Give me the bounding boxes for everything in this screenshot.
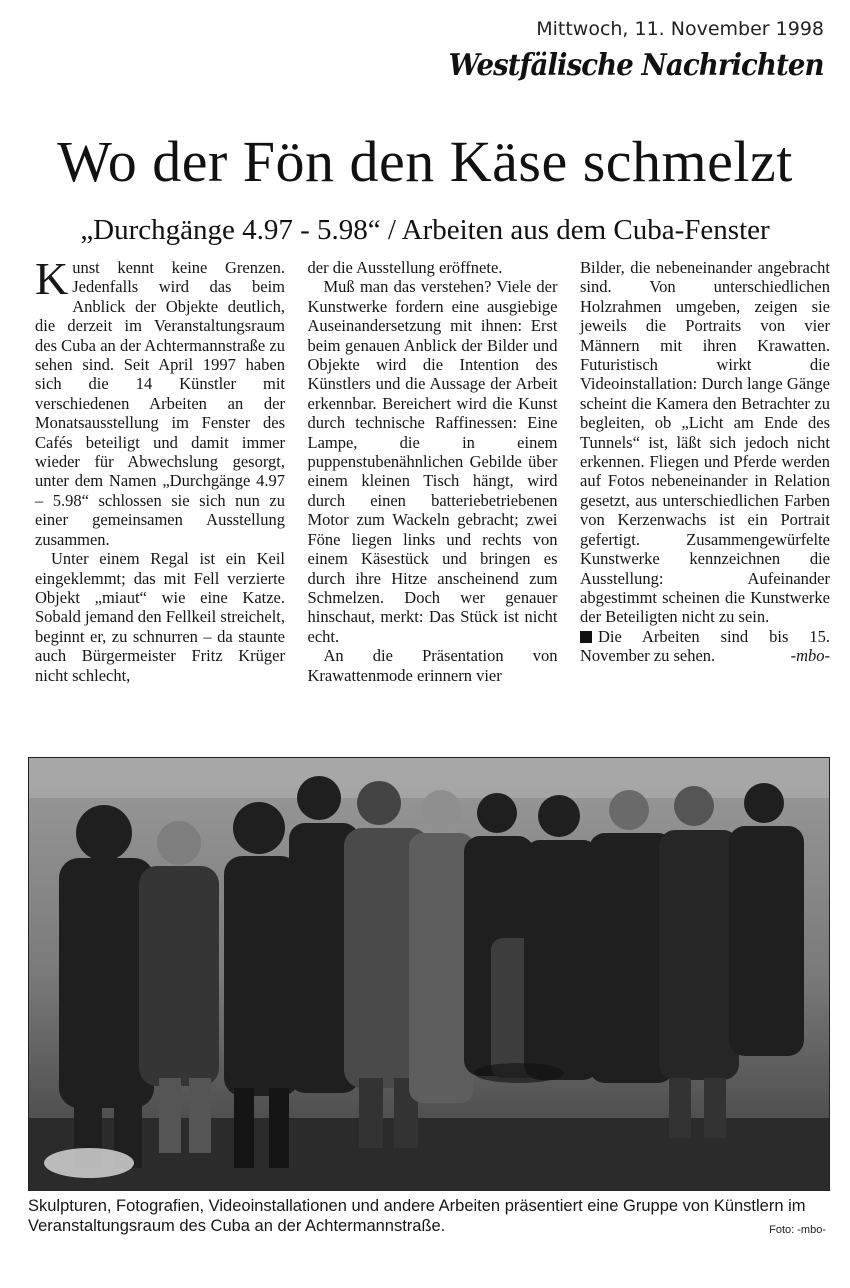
paragraph: der die Ausstellung eröffnete. [307, 258, 503, 277]
paragraph: Unter einem Regal ist ein Keil eingeklemmt; das mit Fell verzierte Objekt „miaut“ wie eine Katze. Sobald jemand den Fellkeil streichelt, beginnt er, zu schnurren – da staunte auch Bürgermeister Fritz Krüger nicht schlecht, [35, 549, 285, 685]
paragraph: Bilder, die nebeneinander angebracht sind. Von unterschiedlichen Holzrahmen umgeben, zeigen sie jeweils die Portraits von vier Männern mit ihren Krawatten. Futuristisch wirkt die Videoinstallation: Durch lange Gänge scheint die Kamera den Betrachter zu begleiten, ob „Licht am Ende des Tunnels“ ist, läßt sich jedoch nicht erkennen. Fliegen und Pferde werden auf Fotos nebeneinander in Relation gesetzt, aus unterschiedlichen Farben von Kerzenwachs ist ein Portrait gefertigt. Zusammengewürfelte Kunstwerke kennzeichnen die Ausstellung: Aufeinander abgestimmt scheinen die Kunstwerke der Beteiligten nicht zu sein. [580, 258, 830, 627]
group-photo [28, 757, 830, 1191]
article-column-2 [308, 258, 558, 685]
article-body [35, 253, 830, 685]
article-column-3 [580, 258, 830, 685]
paragraph [35, 253, 285, 549]
closing-paragraph [580, 627, 830, 666]
photo-caption: Skulpturen, Fotografien, Videoinstallationen und andere Arbeiten präsentiert eine Gruppe von Künstlern im Veranstaltungsraum des Cuba an der Achtermannstraße. [28, 1197, 806, 1235]
paragraph: Muß man das verstehen? Viele der Kunstwerke fordern eine ausgiebige Auseinandersetzung mit ihnen: Erst beim genauen Anblick der Bilder und Objekte wird die Intention des Künstlers und die Aussage der Arbeit erkennbar. Bereichert wird die Kunst durch technische Raffinessen: Eine Lampe, die in einem puppenstubenähnlichen Gebilde über einem kleinen Tisch hängt, wird durch einen batteriebetriebenen Motor zum Wackeln gebracht; zwei Föne liegen links und rechts von einem Käsestück und bringen es durch ihre Hitze anscheinend zum Schmelzen. Doch wer genauer hinschaut, merkt: Das Stück ist nicht echt. [307, 277, 558, 646]
paragraph: An die Präsentation von Krawattenmode erinnern vier [307, 646, 558, 685]
paragraph-text: unst kennt keine Grenzen. Jedenfalls wird das beim Anblick der Objekte deutlich, die derzeit im Veranstaltungsraum des Cuba an der Achtermannstraße zu sehen sind. Seit April 1997 haben sich die 14 Künstler mit verschiedenen Arbeiten an der Monatsausstellung im Fenster des Cafés beteiligt und damit immer wieder für Abwechslung gesorgt, unter dem Namen „Durchgänge 4.97 – 5.98“ schlossen sie sich nun zu einer gemeinsamen Ausstellung zusammen. [35, 258, 285, 549]
group-photo-illustration [29, 758, 829, 1190]
author-signature: -mbo- [790, 646, 830, 666]
newspaper-masthead: Westfälische Nachrichten [448, 48, 824, 83]
article-column-1 [35, 253, 285, 685]
article-subhead: „Durchgänge 4.97 - 5.98“ / Arbeiten aus dem Cuba-Fenster [80, 214, 770, 246]
photo-credit: Foto: -mbo- [769, 1224, 826, 1236]
paragraph-text: Die Arbeiten sind bis 15. November zu sehen. [580, 626, 830, 666]
article-headline: Wo der Fön den Käse schmelzt [57, 129, 793, 194]
drop-cap: K [35, 253, 69, 304]
publication-date: Mittwoch, 11. November 1998 [536, 18, 824, 40]
square-bullet-icon [580, 631, 592, 643]
